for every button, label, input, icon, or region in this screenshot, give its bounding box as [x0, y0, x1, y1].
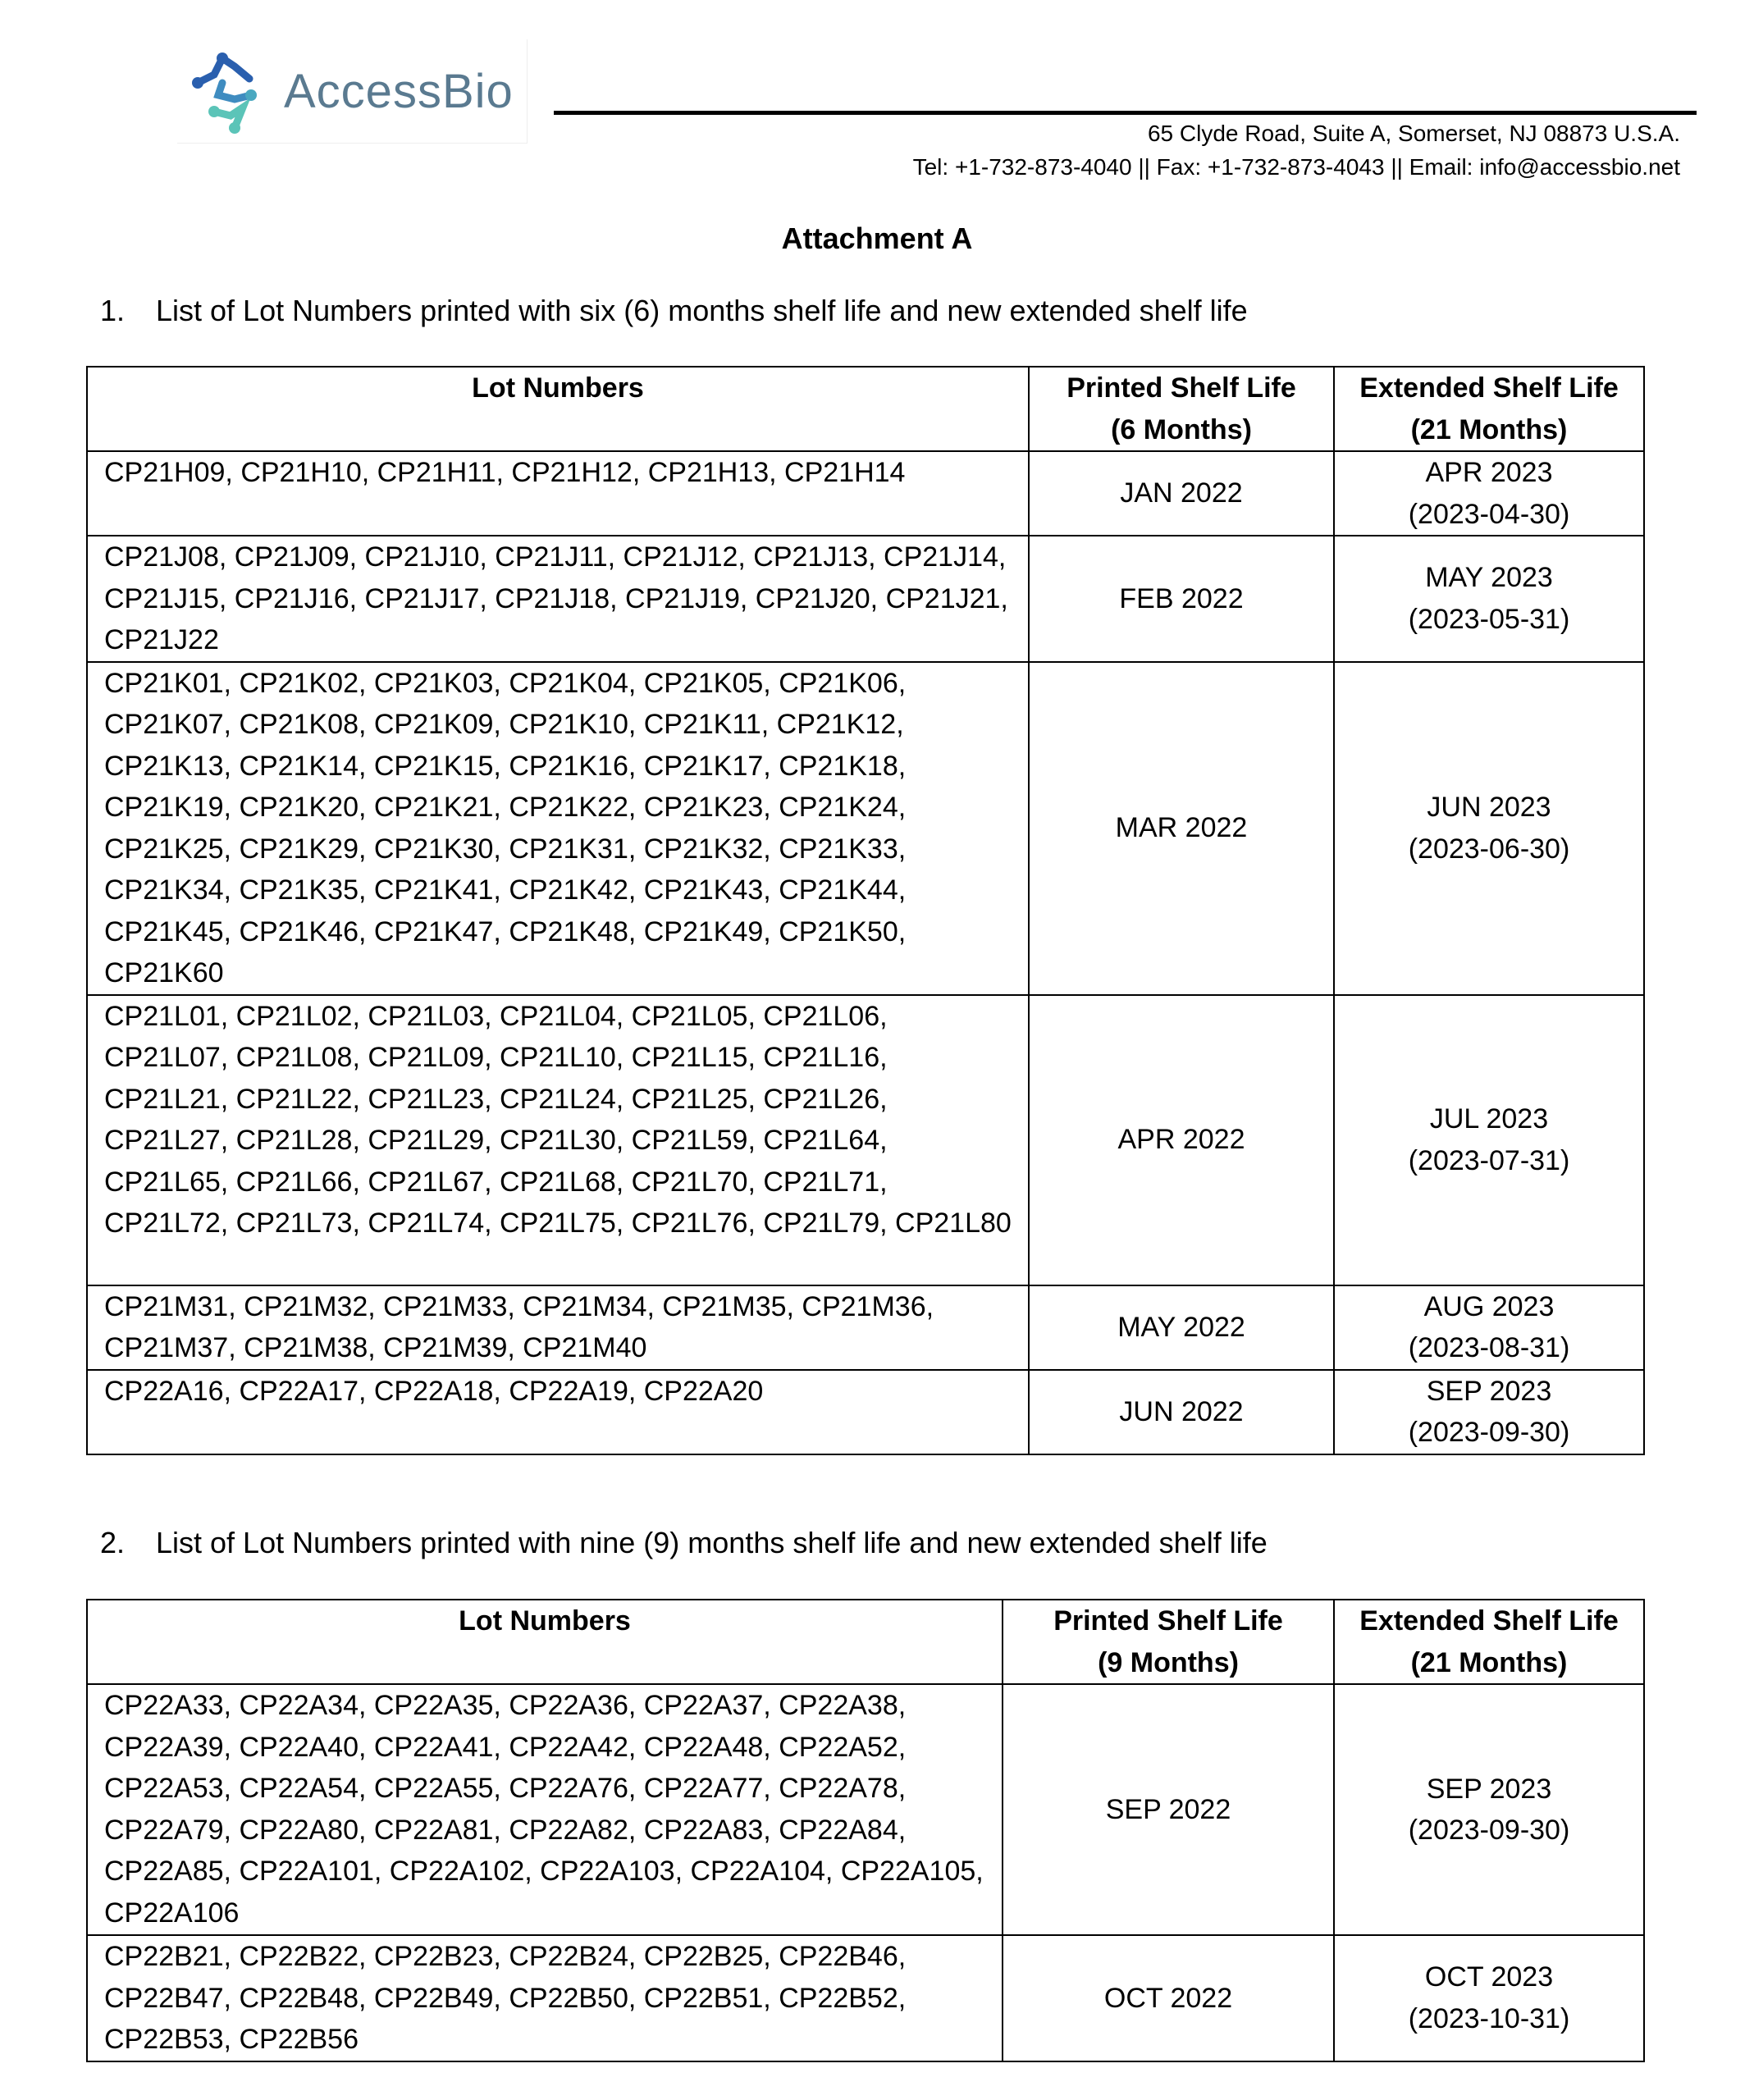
table-row [87, 1935, 1644, 2061]
printed-shelf-life-cell: JAN 2022 [1029, 451, 1334, 536]
lot-numbers-cell: CP22A16, CP22A17, CP22A18, CP22A19, CP22A20 [87, 1370, 1029, 1454]
accessbio-logo-icon [185, 46, 276, 136]
section-1-heading [100, 294, 1248, 328]
header-line: (6 Months) [1111, 413, 1252, 445]
extended-month: AUG 2023 [1423, 1290, 1555, 1322]
extended-shelf-life-cell [1334, 536, 1644, 662]
table-row [87, 536, 1644, 662]
extended-date: (2023-10-31) [1408, 2002, 1570, 2034]
company-address: 65 Clyde Road, Suite A, Somerset, NJ 08873 U.S.A. [1147, 121, 1680, 146]
table-row [87, 662, 1644, 995]
extended-shelf-life-cell [1334, 1285, 1644, 1370]
section-heading-text: List of Lot Numbers printed with nine (9) months shelf life and new extended shelf life [156, 1526, 1268, 1559]
lot-numbers-cell: CP22B21, CP22B22, CP22B23, CP22B24, CP22B25, CP22B46, CP22B47, CP22B48, CP22B49, CP22B50, CP22B51, CP22B52, CP22B53, CP22B56 [87, 1935, 1003, 2061]
printed-shelf-life-cell: MAY 2022 [1029, 1285, 1334, 1370]
lot-numbers-cell: CP21L01, CP21L02, CP21L03, CP21L04, CP21L05, CP21L06, CP21L07, CP21L08, CP21L09, CP21L10, CP21L15, CP21L16, CP21L21, CP21L22, CP21L23, CP21L24, CP21L25, CP21L26, CP21L27, CP21L28, CP21L29, CP21L30, CP21L59, CP21L64, CP21L65, CP21L66, CP21L67, CP21L68, CP21L70, CP21L71, CP21L72, CP21L73, CP21L74, CP21L75, CP21L76, CP21L79, CP21L80 [87, 995, 1029, 1285]
printed-shelf-life-cell: APR 2022 [1029, 995, 1334, 1285]
table-row [87, 451, 1644, 536]
extended-date: (2023-07-31) [1408, 1144, 1570, 1176]
extended-month: APR 2023 [1425, 457, 1553, 488]
header-line: Printed Shelf Life [1067, 372, 1296, 404]
extended-shelf-life-cell [1334, 995, 1644, 1285]
lot-numbers-cell: CP21H09, CP21H10, CP21H11, CP21H12, CP21H13, CP21H14 [87, 451, 1029, 536]
extended-month: JUL 2023 [1429, 1103, 1549, 1134]
company-contact: Tel: +1-732-873-4040 || Fax: +1-732-873-4043 || Email: info@accessbio.net [912, 154, 1680, 180]
table-row [87, 995, 1644, 1285]
table-row [87, 1684, 1644, 1935]
printed-shelf-life-cell: FEB 2022 [1029, 536, 1334, 662]
table-header-row [87, 1600, 1644, 1684]
header-line: (21 Months) [1410, 1646, 1568, 1678]
extended-shelf-life-cell [1334, 1935, 1644, 2061]
extended-shelf-life-cell [1334, 1684, 1644, 1935]
printed-shelf-life-cell: MAR 2022 [1029, 662, 1334, 995]
extended-shelf-life-cell [1334, 1370, 1644, 1454]
page-title: Attachment A [781, 221, 973, 255]
lot-numbers-cell: CP21M31, CP21M32, CP21M33, CP21M34, CP21M35, CP21M36, CP21M37, CP21M38, CP21M39, CP21M40 [87, 1285, 1029, 1370]
extended-date: (2023-08-31) [1408, 1332, 1570, 1363]
table-row [87, 1370, 1644, 1454]
lot-table-9-months [86, 1599, 1645, 2062]
extended-date: (2023-06-30) [1408, 833, 1570, 865]
column-header-printed-shelf-life [1029, 367, 1334, 451]
header-rule [554, 111, 1697, 115]
extended-date: (2023-04-30) [1408, 498, 1570, 530]
extended-month: SEP 2023 [1426, 1773, 1552, 1805]
column-header-extended-shelf-life [1334, 367, 1644, 451]
lot-numbers-cell: CP21K01, CP21K02, CP21K03, CP21K04, CP21K05, CP21K06, CP21K07, CP21K08, CP21K09, CP21K10, CP21K11, CP21K12, CP21K13, CP21K14, CP21K15, CP21K16, CP21K17, CP21K18, CP21K19, CP21K20, CP21K21, CP21K22, CP21K23, CP21K24, CP21K25, CP21K29, CP21K30, CP21K31, CP21K32, CP21K33, CP21K34, CP21K35, CP21K41, CP21K42, CP21K43, CP21K44, CP21K45, CP21K46, CP21K47, CP21K48, CP21K49, CP21K50, CP21K60 [87, 662, 1029, 995]
lot-table-6-months [86, 366, 1645, 1455]
extended-date: (2023-09-30) [1408, 1417, 1570, 1448]
section-heading-text: List of Lot Numbers printed with six (6) months shelf life and new extended shelf life [156, 294, 1248, 327]
company-address-block [913, 116, 1680, 184]
logo-text: AccessBio [284, 64, 514, 118]
extended-date: (2023-05-31) [1408, 603, 1570, 635]
section-number: 2. [100, 1526, 126, 1559]
extended-shelf-life-cell [1334, 662, 1644, 995]
extended-date: (2023-09-30) [1408, 1815, 1570, 1846]
header-line: (21 Months) [1410, 413, 1568, 445]
printed-shelf-life-cell: SEP 2022 [1003, 1684, 1334, 1935]
column-header-lot-numbers: Lot Numbers [87, 367, 1029, 451]
extended-shelf-life-cell [1334, 451, 1644, 536]
header-line: Extended Shelf Life [1359, 372, 1619, 404]
company-logo [177, 39, 528, 144]
header-line: Extended Shelf Life [1359, 1605, 1619, 1637]
column-header-lot-numbers: Lot Numbers [87, 1600, 1003, 1684]
header-line: (9 Months) [1098, 1646, 1239, 1678]
table-row [87, 1285, 1644, 1370]
section-2-heading [100, 1526, 1268, 1560]
printed-shelf-life-cell: OCT 2022 [1003, 1935, 1334, 2061]
extended-month: OCT 2023 [1424, 1961, 1554, 1993]
lot-numbers-cell: CP22A33, CP22A34, CP22A35, CP22A36, CP22A37, CP22A38, CP22A39, CP22A40, CP22A41, CP22A42, CP22A48, CP22A52, CP22A53, CP22A54, CP22A55, CP22A76, CP22A77, CP22A78, CP22A79, CP22A80, CP22A81, CP22A82, CP22A83, CP22A84, CP22A85, CP22A101, CP22A102, CP22A103, CP22A104, CP22A105, CP22A106 [87, 1684, 1003, 1935]
extended-month: JUN 2023 [1427, 792, 1551, 823]
section-number: 1. [100, 294, 126, 327]
header-line: Printed Shelf Life [1053, 1605, 1283, 1637]
extended-month: MAY 2023 [1425, 562, 1553, 594]
printed-shelf-life-cell: JUN 2022 [1029, 1370, 1334, 1454]
extended-month: SEP 2023 [1426, 1375, 1552, 1407]
lot-numbers-cell: CP21J08, CP21J09, CP21J10, CP21J11, CP21J12, CP21J13, CP21J14, CP21J15, CP21J16, CP21J17, CP21J18, CP21J19, CP21J20, CP21J21, CP21J22 [87, 536, 1029, 662]
column-header-printed-shelf-life [1003, 1600, 1334, 1684]
table-header-row [87, 367, 1644, 451]
column-header-extended-shelf-life [1334, 1600, 1644, 1684]
